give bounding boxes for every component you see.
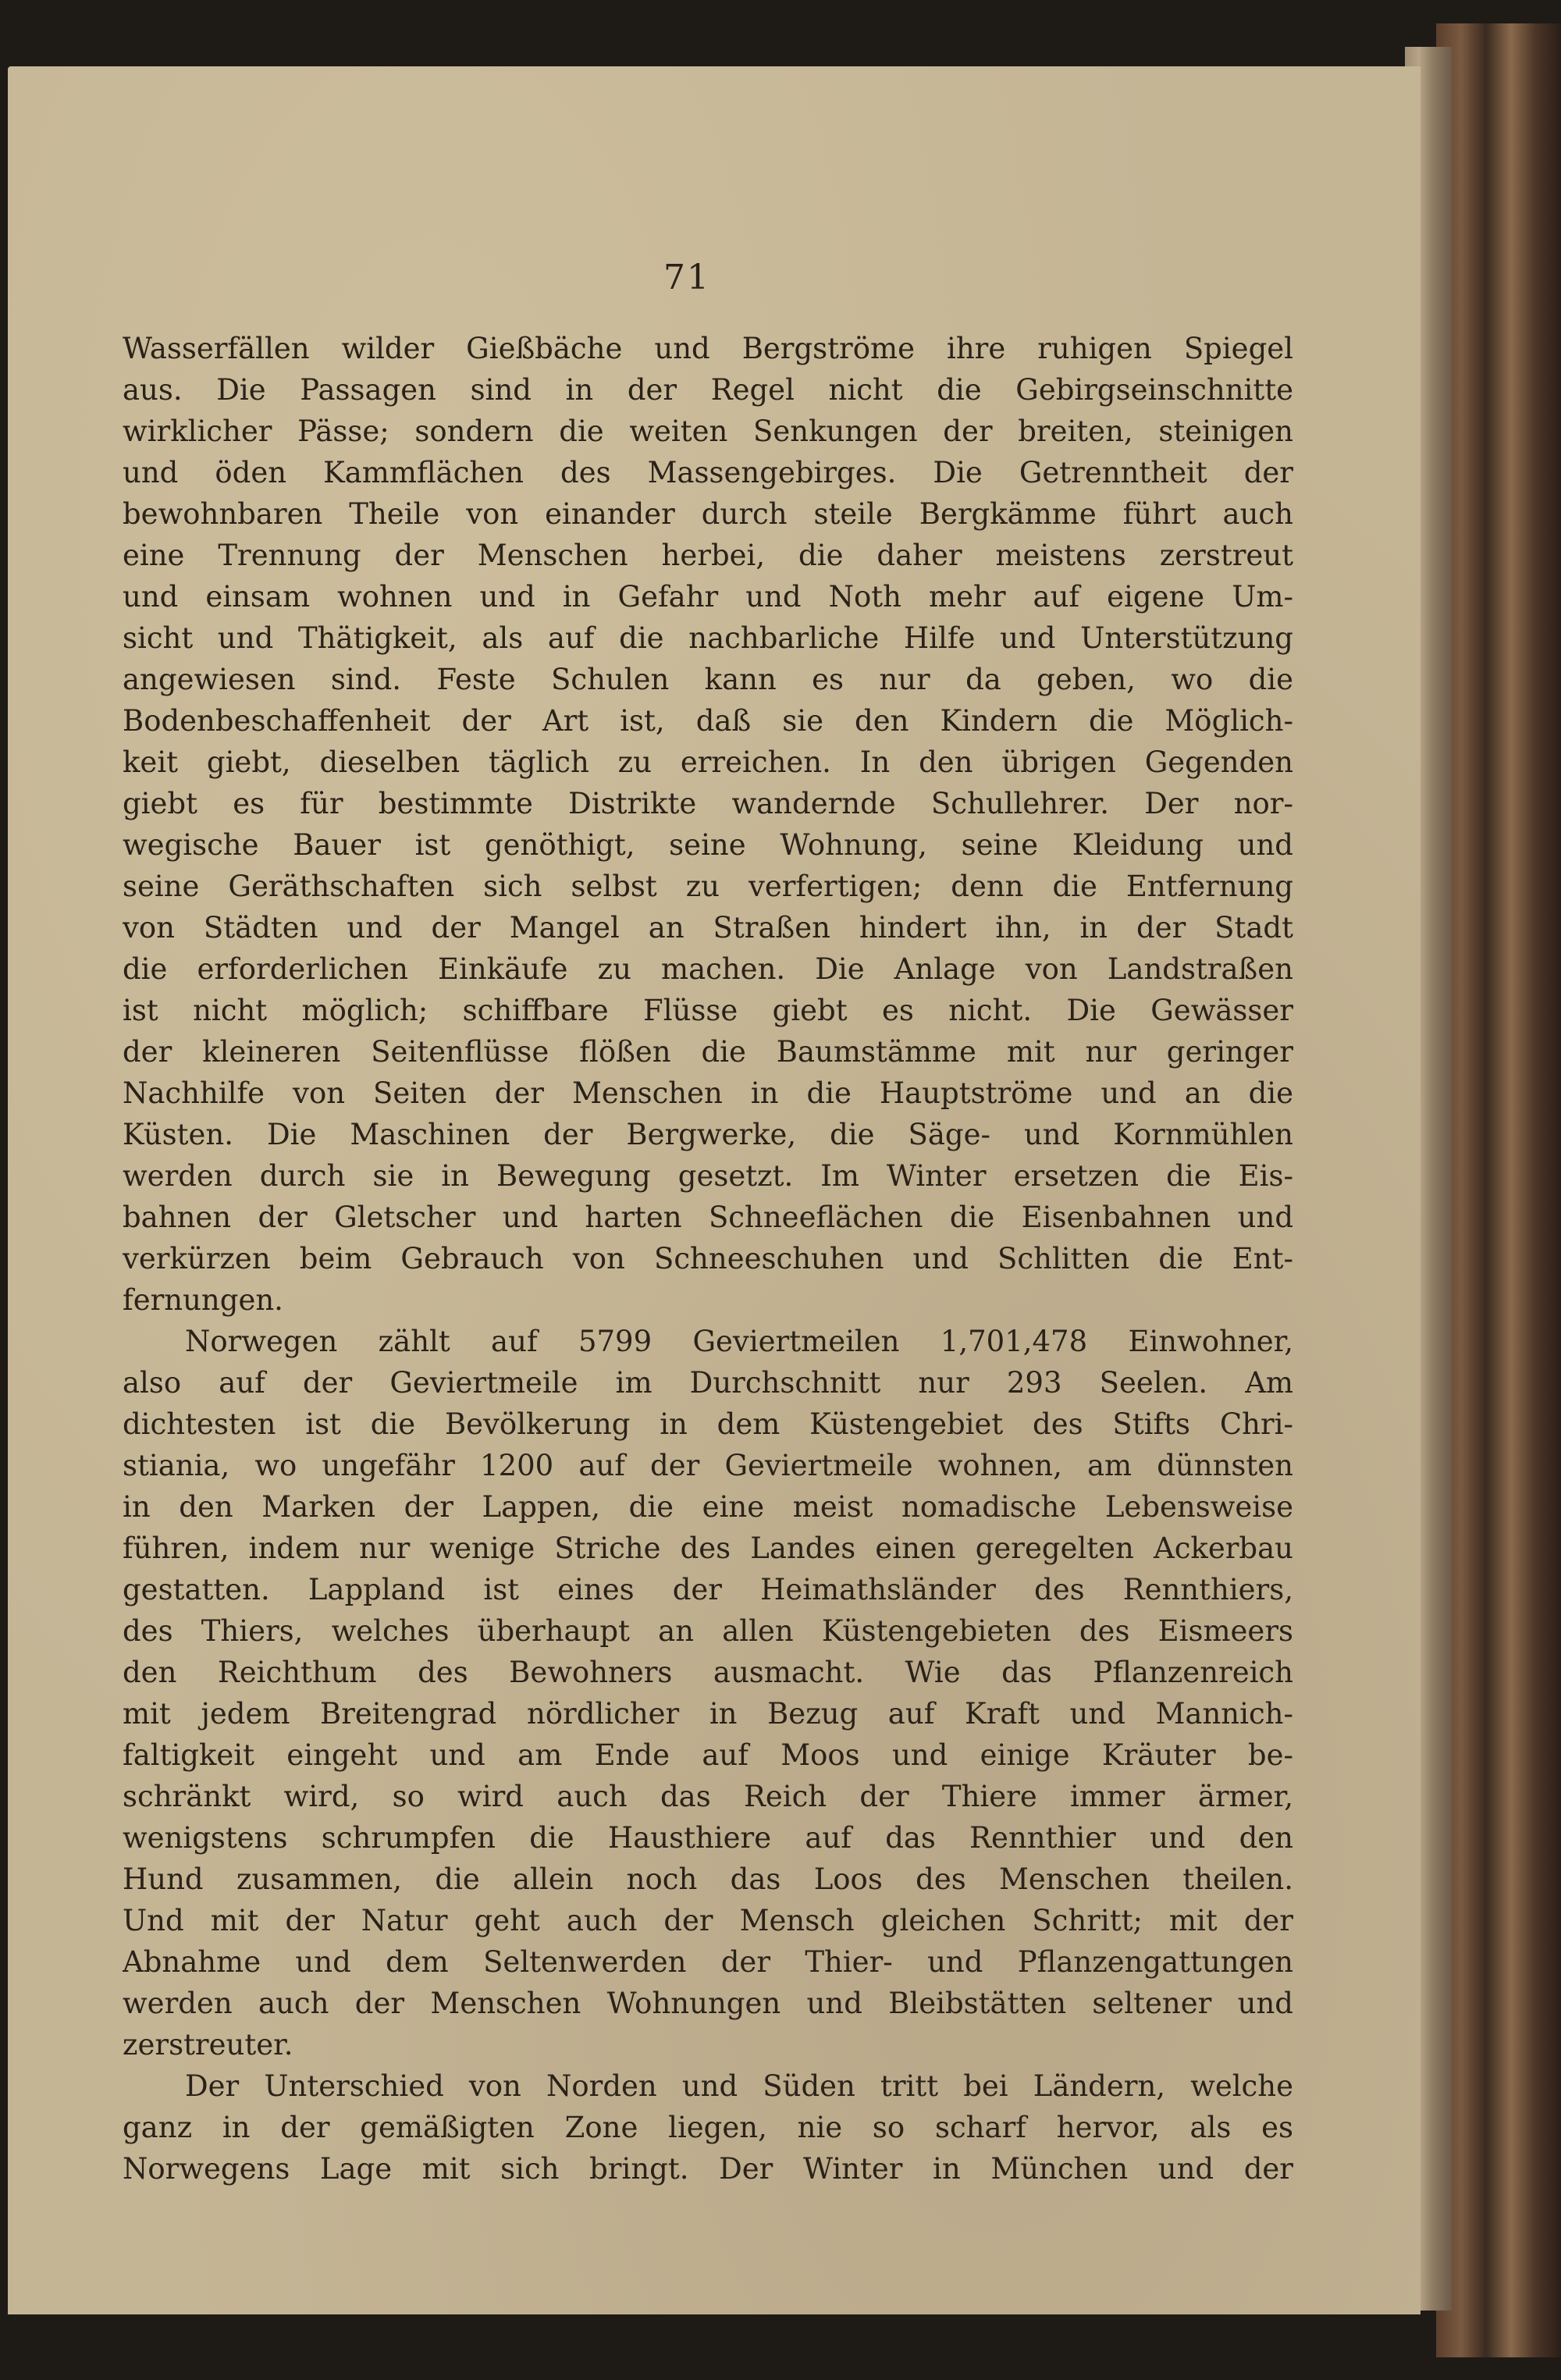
text-line: Hund zusammen, die allein noch das Loos des Menschen theilen. (123, 1862, 1293, 1896)
text-line: seine Geräthschaften sich selbst zu verfertigen; denn die Entfernung (123, 870, 1293, 903)
text-line: stiania, wo ungefähr 1200 auf der Geviertmeile wohnen, am dünnsten (123, 1449, 1293, 1482)
text-line: ganz in der gemäßigten Zone liegen, nie so scharf hervor, als es (123, 2111, 1293, 2144)
text-line: und öden Kammflächen des Massengebirges. Die Getrenntheit der (123, 456, 1293, 489)
text-line: gestatten. Lappland ist eines der Heimathsländer des Rennthiers, (123, 1573, 1293, 1606)
text-line: schränkt wird, so wird auch das Reich der Thiere immer ärmer, (123, 1780, 1293, 1813)
text-line: wirklicher Pässe; sondern die weiten Senkungen der breiten, steinigen (123, 414, 1293, 448)
text-line: wenigstens schrumpfen die Hausthiere auf das Rennthier und den (123, 1821, 1293, 1855)
text-line: sicht und Thätigkeit, als auf die nachbarliche Hilfe und Unterstützung (123, 621, 1293, 655)
text-line: ist nicht möglich; schiffbare Flüsse giebt es nicht. Die Gewässer (123, 994, 1293, 1027)
text-line: der kleineren Seitenflüsse flößen die Baumstämme mit nur geringer (123, 1035, 1293, 1069)
text-line: aus. Die Passagen sind in der Regel nicht die Gebirgseinschnitte (123, 373, 1293, 407)
text-line: in den Marken der Lappen, die eine meist nomadische Lebensweise (123, 1490, 1293, 1524)
text-line: des Thiers, welches überhaupt an allen Küstengebieten des Eismeers (123, 1614, 1293, 1648)
text-line: Norwegen zählt auf 5799 Geviertmeilen 1,701,478 Einwohner, (185, 1325, 1293, 1358)
text-line: Nachhilfe von Seiten der Menschen in die Hauptströme und an die (123, 1076, 1293, 1110)
text-line: die erforderlichen Einkäufe zu machen. Die Anlage von Landstraßen (123, 952, 1293, 986)
page-number: 71 (663, 258, 710, 297)
text-line: fernungen. (123, 1283, 283, 1317)
text-line: faltigkeit eingeht und am Ende auf Moos und einige Kräuter be- (123, 1738, 1293, 1772)
body-text (123, 328, 1293, 2190)
text-line: Wasserfällen wilder Gießbäche und Bergströme ihre ruhigen Spiegel (123, 332, 1293, 365)
text-line: werden auch der Menschen Wohnungen und Bleibstätten seltener und (123, 1987, 1293, 2020)
text-line: Der Unterschied von Norden und Süden tritt bei Ländern, welche (185, 2069, 1293, 2103)
text-line: Abnahme und dem Seltenwerden der Thier- und Pflanzengattungen (123, 1945, 1293, 1979)
text-line: bahnen der Gletscher und harten Schneeflächen die Eisenbahnen und (123, 1201, 1293, 1234)
text-line: Norwegens Lage mit sich bringt. Der Winter in München und der (123, 2152, 1293, 2186)
text-line: von Städten und der Mangel an Straßen hindert ihn, in der Stadt (123, 911, 1293, 945)
text-line: also auf der Geviertmeile im Durchschnitt nur 293 Seelen. Am (123, 1366, 1293, 1400)
text-line: Bodenbeschaffenheit der Art ist, daß sie den Kindern die Möglich- (123, 704, 1293, 738)
text-line: wegische Bauer ist genöthigt, seine Wohnung, seine Kleidung und (123, 828, 1293, 862)
text-line: und einsam wohnen und in Gefahr und Noth mehr auf eigene Um- (123, 580, 1293, 614)
text-line: giebt es für bestimmte Distrikte wandernde Schullehrer. Der nor- (123, 787, 1293, 820)
text-line: Und mit der Natur geht auch der Mensch gleichen Schritt; mit der (123, 1904, 1293, 1937)
text-line: dichtesten ist die Bevölkerung in dem Küstengebiet des Stifts Chri- (123, 1407, 1293, 1441)
book-page (8, 66, 1421, 2314)
text-line: eine Trennung der Menschen herbei, die daher meistens zerstreut (123, 539, 1293, 572)
text-line: führen, indem nur wenige Striche des Landes einen geregelten Ackerbau (123, 1532, 1293, 1565)
text-line: den Reichthum des Bewohners ausmacht. Wie das Pflanzenreich (123, 1656, 1293, 1689)
text-line: mit jedem Breitengrad nördlicher in Bezug auf Kraft und Mannich- (123, 1697, 1293, 1731)
text-line: angewiesen sind. Feste Schulen kann es nur da geben, wo die (123, 663, 1293, 696)
text-line: verkürzen beim Gebrauch von Schneeschuhen und Schlitten die Ent- (123, 1242, 1293, 1275)
text-line: bewohnbaren Theile von einander durch steile Bergkämme führt auch (123, 497, 1293, 531)
book-cover-edge (1436, 23, 1561, 2357)
text-line: zerstreuter. (123, 2028, 293, 2062)
text-line: keit giebt, dieselben täglich zu erreichen. In den übrigen Gegenden (123, 745, 1293, 779)
text-line: Küsten. Die Maschinen der Bergwerke, die Säge- und Kornmühlen (123, 1118, 1293, 1151)
text-line: werden durch sie in Bewegung gesetzt. Im Winter ersetzen die Eis- (123, 1159, 1293, 1193)
